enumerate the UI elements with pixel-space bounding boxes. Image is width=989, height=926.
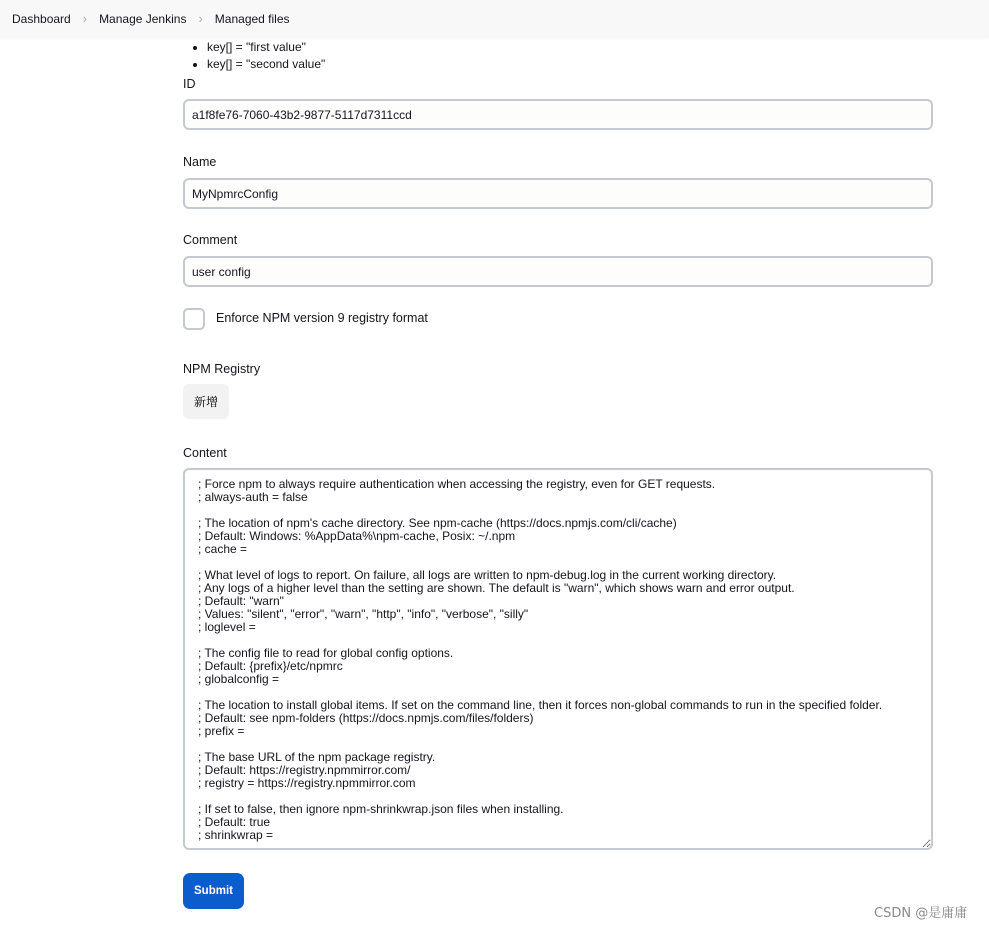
name-label: Name [183,155,217,169]
name-input[interactable] [183,178,933,209]
comment-label: Comment [183,233,238,247]
watermark: CSDN @是庸庸 [874,906,968,921]
help-item: • key[] = "first value" [207,39,325,56]
breadcrumb [0,0,989,37]
breadcrumb-manage-jenkins[interactable]: Manage Jenkins [99,11,187,26]
enforce-npm9-checkbox[interactable] [183,308,205,330]
chevron-right-icon: › [198,11,203,26]
id-label: ID [183,77,196,91]
id-input[interactable] [183,99,933,130]
comment-input[interactable] [183,256,933,287]
enforce-npm9-label[interactable]: Enforce NPM version 9 registry format [216,311,428,325]
npm-registry-label: NPM Registry [183,362,261,376]
submit-button[interactable]: Submit [183,873,244,909]
help-item: • key[] = "second value" [207,56,325,73]
add-registry-button[interactable]: 新增 [183,384,229,419]
breadcrumb-managed-files[interactable]: Managed files [214,11,290,26]
breadcrumb-dashboard[interactable]: Dashboard [12,11,71,26]
content-label: Content [183,446,227,460]
content-textarea[interactable] [183,468,933,850]
help-list [191,39,325,73]
chevron-right-icon: › [82,11,88,26]
